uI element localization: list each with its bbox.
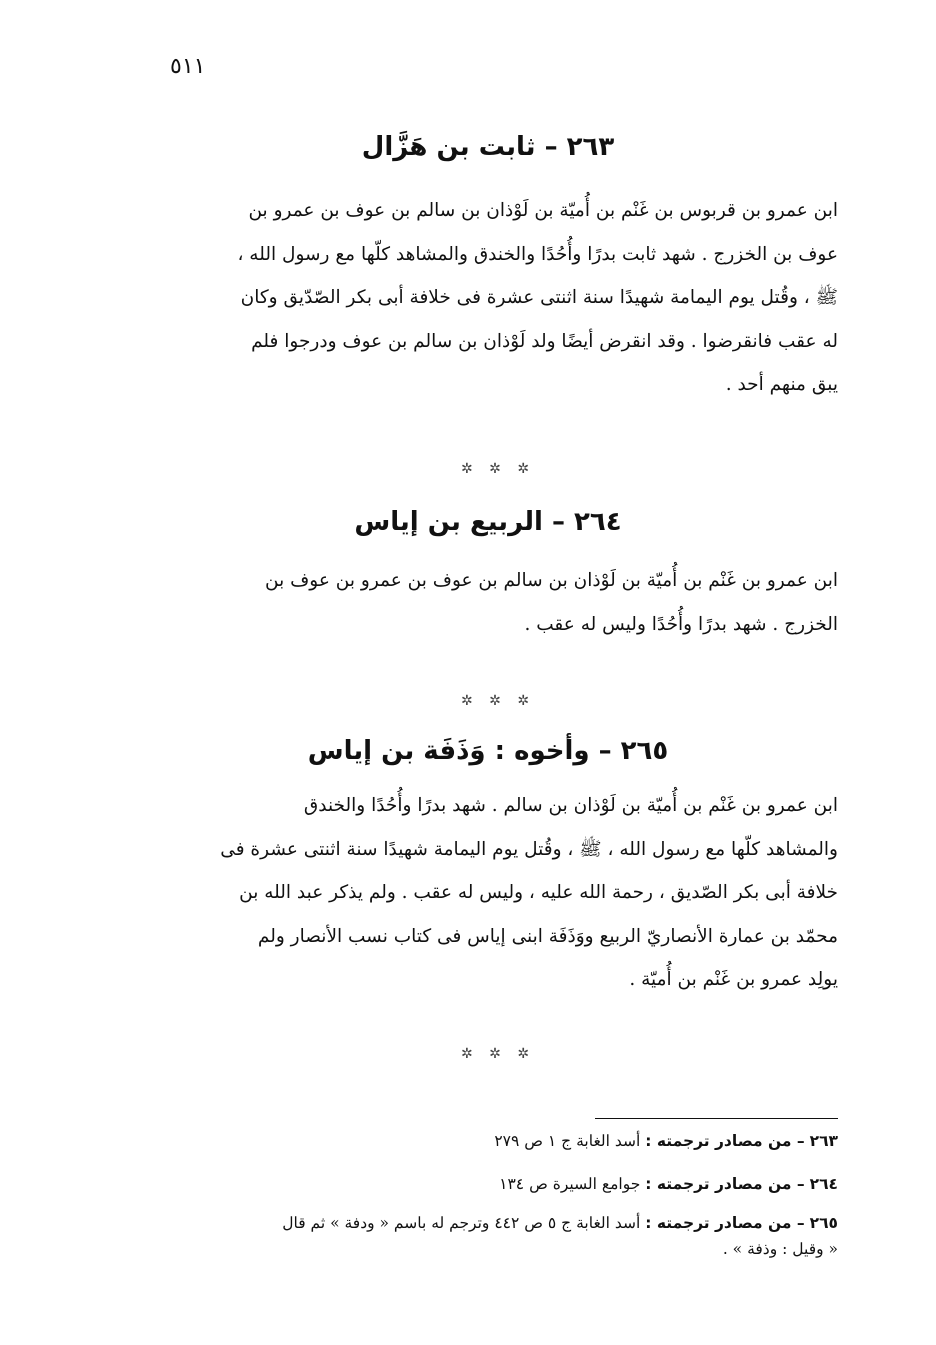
footnote-number: ٢٦٣ (809, 1132, 838, 1150)
section-heading-265: ٢٦٥ – وأخوه : وَذَفَة بن إياس (307, 736, 669, 766)
page-number: ٥١١ (170, 54, 206, 79)
footnote-rule (595, 1118, 838, 1119)
footnote-number: ٢٦٤ (809, 1175, 838, 1193)
section-heading-264: ٢٦٤ – الربيع بن إياس (354, 507, 622, 537)
body-line: ابن عمرو بن غَنْم بن أُميّة بن لَوْذان بن سالم بن عوف بن عمرو بن عوف بن (265, 570, 838, 591)
section-heading-263: ٢٦٣ – ثابت بن هَزَّال (361, 132, 615, 162)
footnote-number: ٢٦٥ (809, 1214, 838, 1232)
body-line: الخزرج . شهد بدرًا وأُحُدًا وليس له عقب . (524, 613, 838, 635)
section-separator: ✲ ✲ ✲ (460, 461, 536, 477)
footnote-265 (140, 1210, 838, 1262)
section-body-265 (140, 784, 838, 1002)
body-line: ابن عمرو بن قربوس بن غَنْم بن أُميّة بن لَوْذان بن سالم بن عوف بن عمرو بن (248, 200, 838, 221)
footnote-label: – من مصادر ترجمته : (645, 1175, 805, 1193)
body-line: يولِد عمرو بن غَنْم بن أُميّة . (629, 969, 838, 990)
body-line: له عقب فانقرضوا . وقد انقرض أيضًا ولد لَوْذان بن سالم بن عوف ودرجوا فلم (251, 330, 838, 352)
body-line: ابن عمرو بن غَنْم بن أُميّة بن لَوْذان بن سالم . شهد بدرًا وأُحُدًا والخندق (303, 795, 838, 816)
footnote-label: – من مصادر ترجمته : (645, 1214, 805, 1232)
body-line: محمّد بن عمارة الأنصاريّ الربيع ووَذَفَة ابنى إياس فى كتاب نسب الأنصار ولم (257, 925, 838, 947)
body-line: ﷺ ، وقُتل يوم اليمامة شهيدًا سنة اثنتى عشرة فى خلافة أبى بكر الصّدّيق وكان (240, 287, 838, 308)
footnote-label: – من مصادر ترجمته : (645, 1132, 805, 1150)
footnote-text: أسد الغابة ج ١ ص ٢٧٩ (494, 1132, 641, 1150)
footnote-264 (140, 1171, 838, 1197)
footnote-text: جوامع السيرة ص ١٣٤ (499, 1175, 641, 1193)
section-body-264 (140, 559, 838, 646)
body-line: يبق منهم أحد . (725, 374, 838, 395)
section-separator: ✲ ✲ ✲ (460, 693, 536, 709)
footnote-263 (140, 1128, 838, 1154)
section-body-263 (140, 189, 838, 407)
footnote-text: أسد الغابة ج ٥ ص ٤٤٢ وترجم له باسم « ودفة » ثم قال (282, 1214, 641, 1232)
section-separator: ✲ ✲ ✲ (460, 1046, 536, 1062)
body-line: والمشاهد كلّها مع رسول الله ، ﷺ ، وقُتل يوم اليمامة شهيدًا سنة اثنتى عشرة فى (220, 838, 838, 860)
body-line: عوف بن الخزرج . شهد ثابت بدرًا وأُحُدًا والخندق والمشاهد كلّها مع رسول الله ، (237, 243, 838, 265)
footnote-text-continued: « وقيل : وذفة » . (722, 1240, 838, 1258)
body-line: خلافة أبى بكر الصّديق ، رحمة الله عليه ، وليس له عقب . ولم يذكر عبد الله بن (239, 882, 838, 903)
